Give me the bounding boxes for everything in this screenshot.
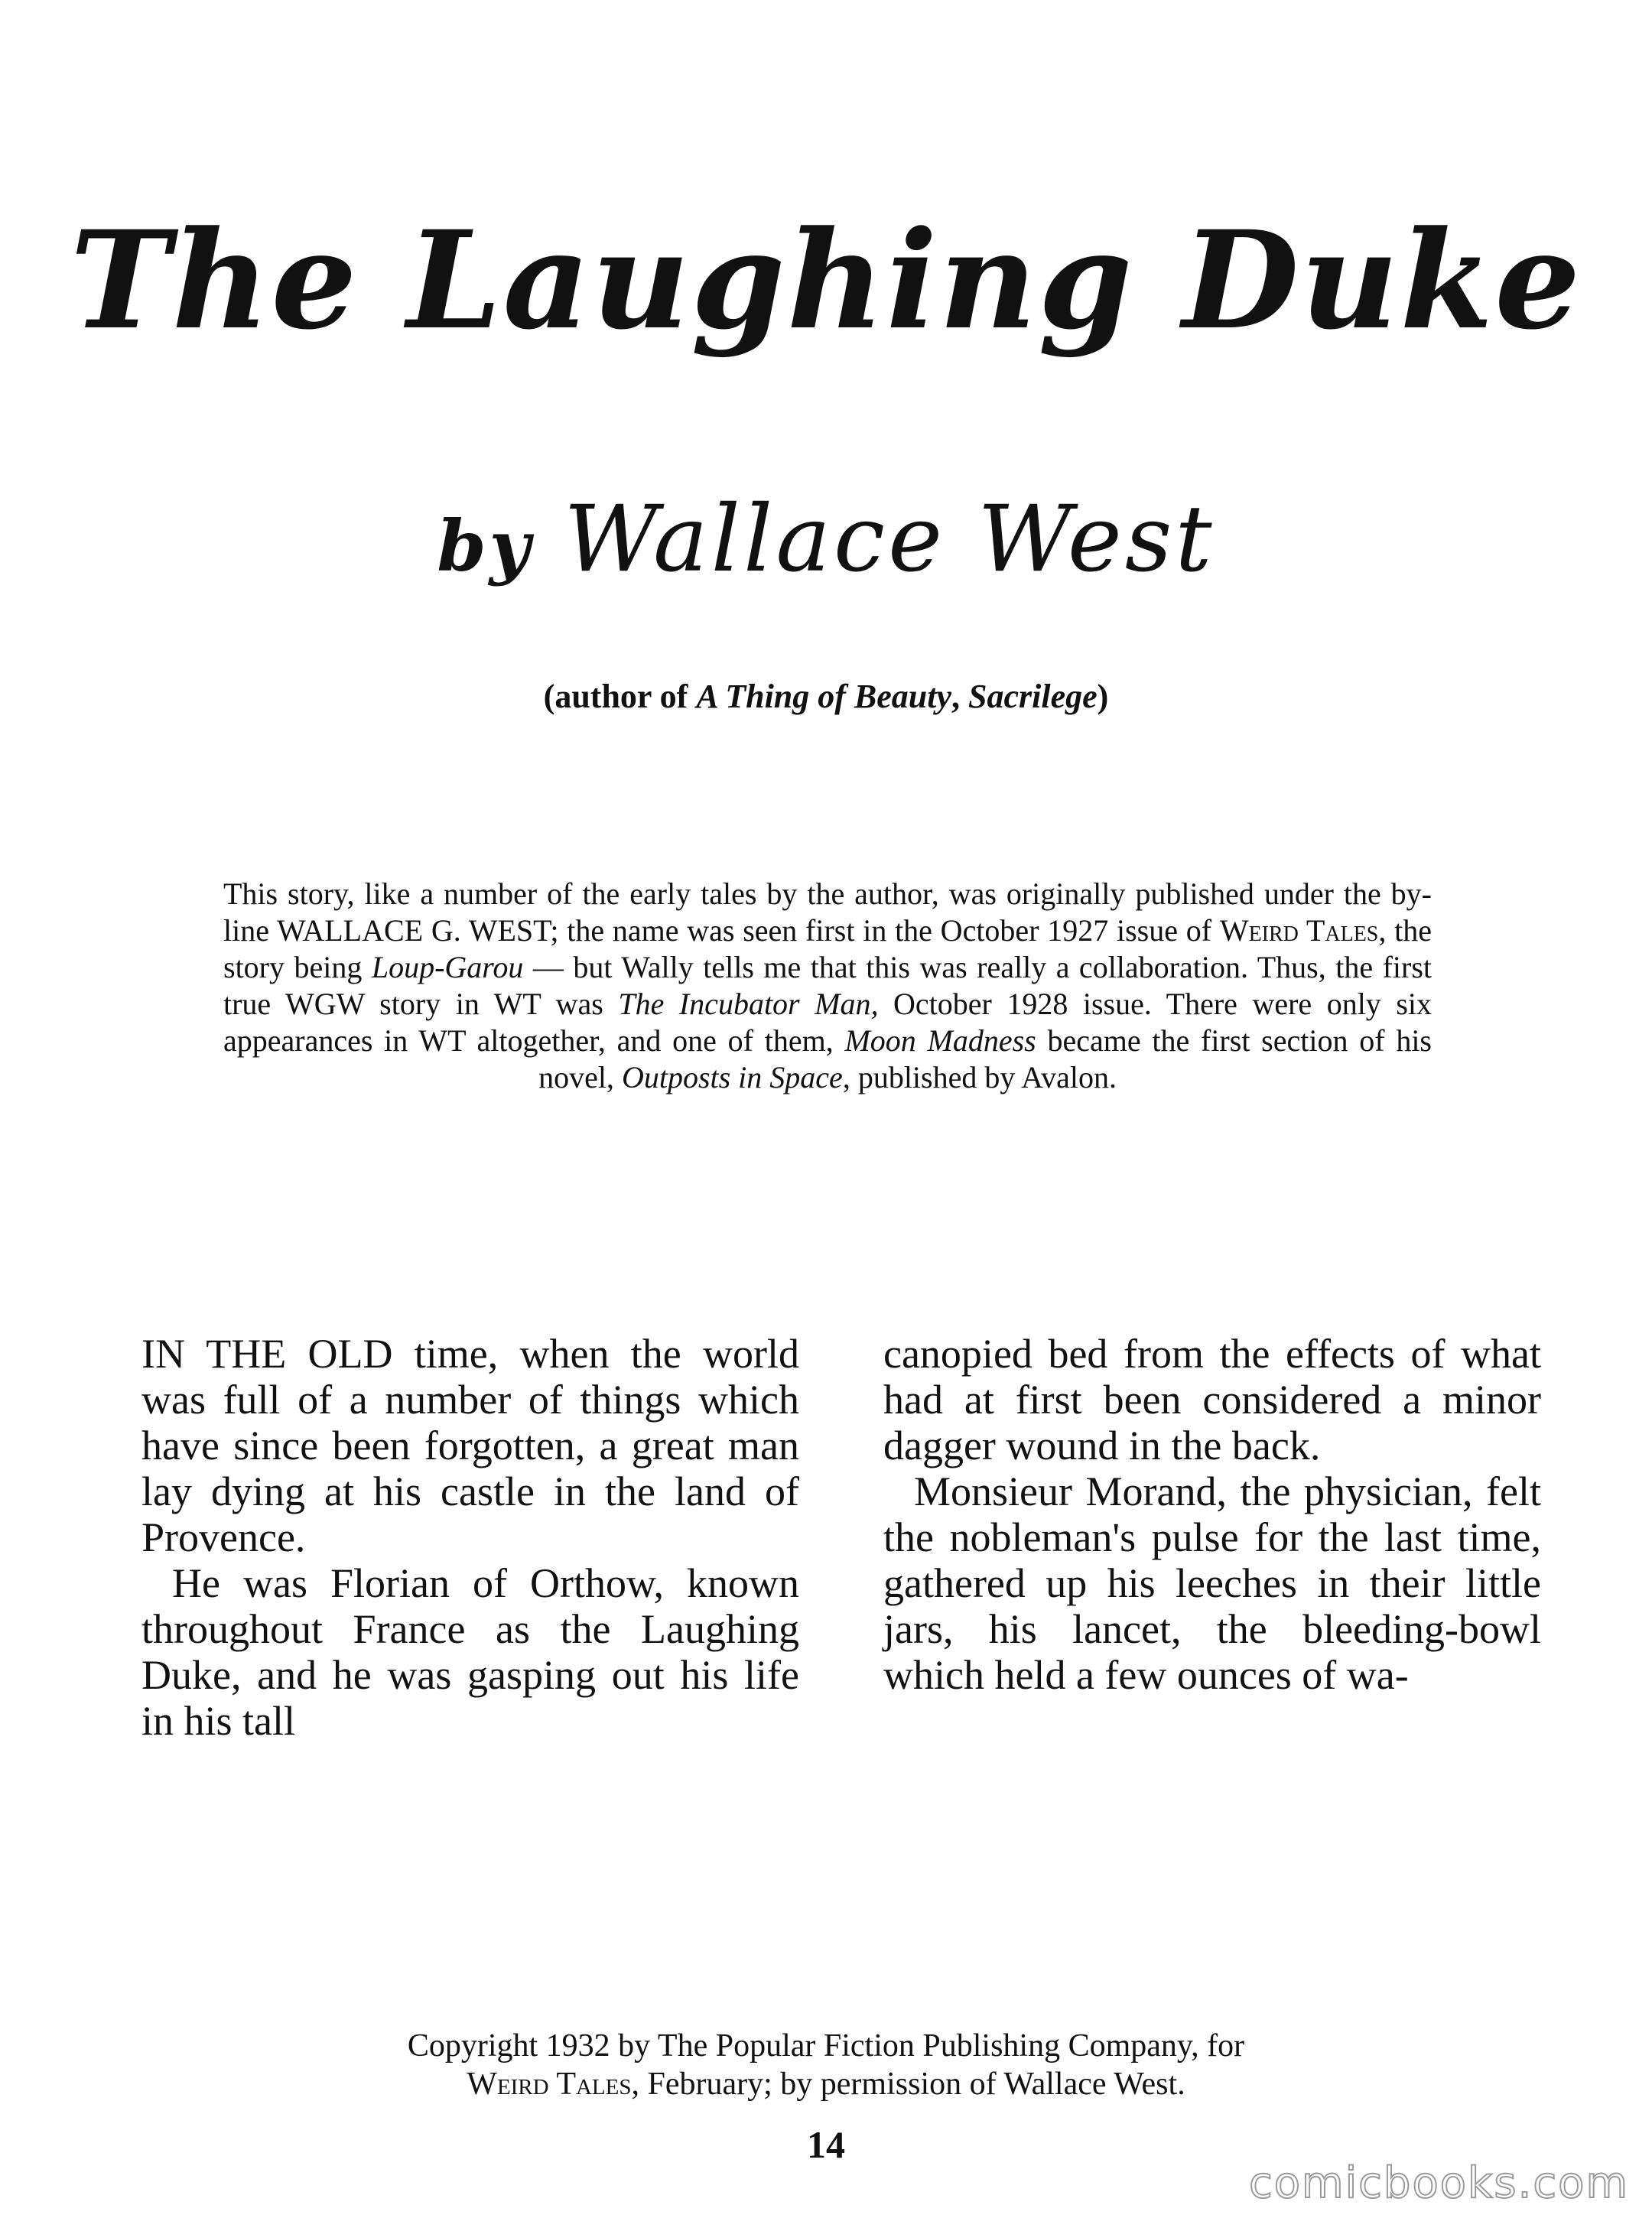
watermark: comicbooks.com bbox=[1248, 2158, 1629, 2208]
copyright-notice bbox=[229, 2027, 1423, 2103]
intro-story-moon-madness: Moon Madness bbox=[844, 1023, 1036, 1058]
intro-text-3: — but Wally tells me that this was really a collaboration. Thus, the first true WGW story in WT was bbox=[223, 950, 1432, 1021]
intro-text-4: October 1928 issue. There were only six appearances in WT altogether, and one of them, bbox=[223, 987, 1432, 1058]
story-title: The Laughing Duke bbox=[70, 201, 1582, 359]
body-paragraph: IN THE OLD time, when the world was full of a number of things which have since been forgotten, a great man lay dying at his castle in the land of Provence. bbox=[141, 1331, 799, 1560]
body-paragraph: He was Florian of Orthow, known throughout France as the Laughing Duke, and he was gasping out his life in his tall bbox=[141, 1560, 799, 1744]
body-column-right bbox=[883, 1331, 1541, 1744]
author-credits-work-1: A Thing of Beauty bbox=[696, 678, 952, 715]
byline-by: by bbox=[437, 505, 534, 587]
intro-novel-title: Outposts in Space bbox=[621, 1060, 843, 1094]
intro-text-6: , published by Avalon. bbox=[842, 1060, 1117, 1094]
intro-text-5: became the first section of his novel, bbox=[538, 1023, 1432, 1094]
author-credits-suffix: ) bbox=[1097, 678, 1109, 715]
body-paragraph: canopied bed from the effects of what had at first been considered a minor dagger wound in the back. bbox=[883, 1331, 1541, 1468]
copyright-line-1: Copyright 1932 by The Popular Fiction Publishing Company, for bbox=[407, 2028, 1245, 2064]
byline bbox=[0, 486, 1652, 593]
editor-introduction bbox=[223, 876, 1432, 1096]
author-credits bbox=[0, 677, 1652, 716]
intro-magazine: Weird Tales bbox=[1219, 913, 1379, 948]
intro-text-1: This story, like a number of the early tales by the author, was originally published under the by-line WALLACE G. WEST; the name was seen first in the October 1927 issue of bbox=[223, 876, 1432, 948]
body-paragraph: Monsieur Morand, the physician, felt the nobleman's pulse for the last time, gathered up his leeches in their little jars, his lancet, the bleeding-bowl which held a few ounces of wa- bbox=[883, 1468, 1541, 1698]
copyright-line-2: , February; by permission of Wallace West. bbox=[631, 2067, 1185, 2102]
page-number: 14 bbox=[807, 2123, 845, 2166]
intro-story-loup-garou: Loup-Garou bbox=[371, 950, 524, 984]
author-credits-prefix: (author of bbox=[543, 678, 697, 715]
author-credits-work-2: Sacrilege bbox=[968, 678, 1098, 715]
byline-author: Wallace West bbox=[564, 486, 1215, 593]
body-column-left bbox=[141, 1331, 799, 1744]
intro-story-incubator-man: The Incubator Man, bbox=[618, 987, 879, 1021]
copyright-magazine: Weird Tales bbox=[467, 2067, 632, 2102]
story-body bbox=[141, 1331, 1541, 1744]
author-credits-separator: , bbox=[951, 678, 969, 715]
intro-text-2: , the story being bbox=[223, 913, 1432, 984]
